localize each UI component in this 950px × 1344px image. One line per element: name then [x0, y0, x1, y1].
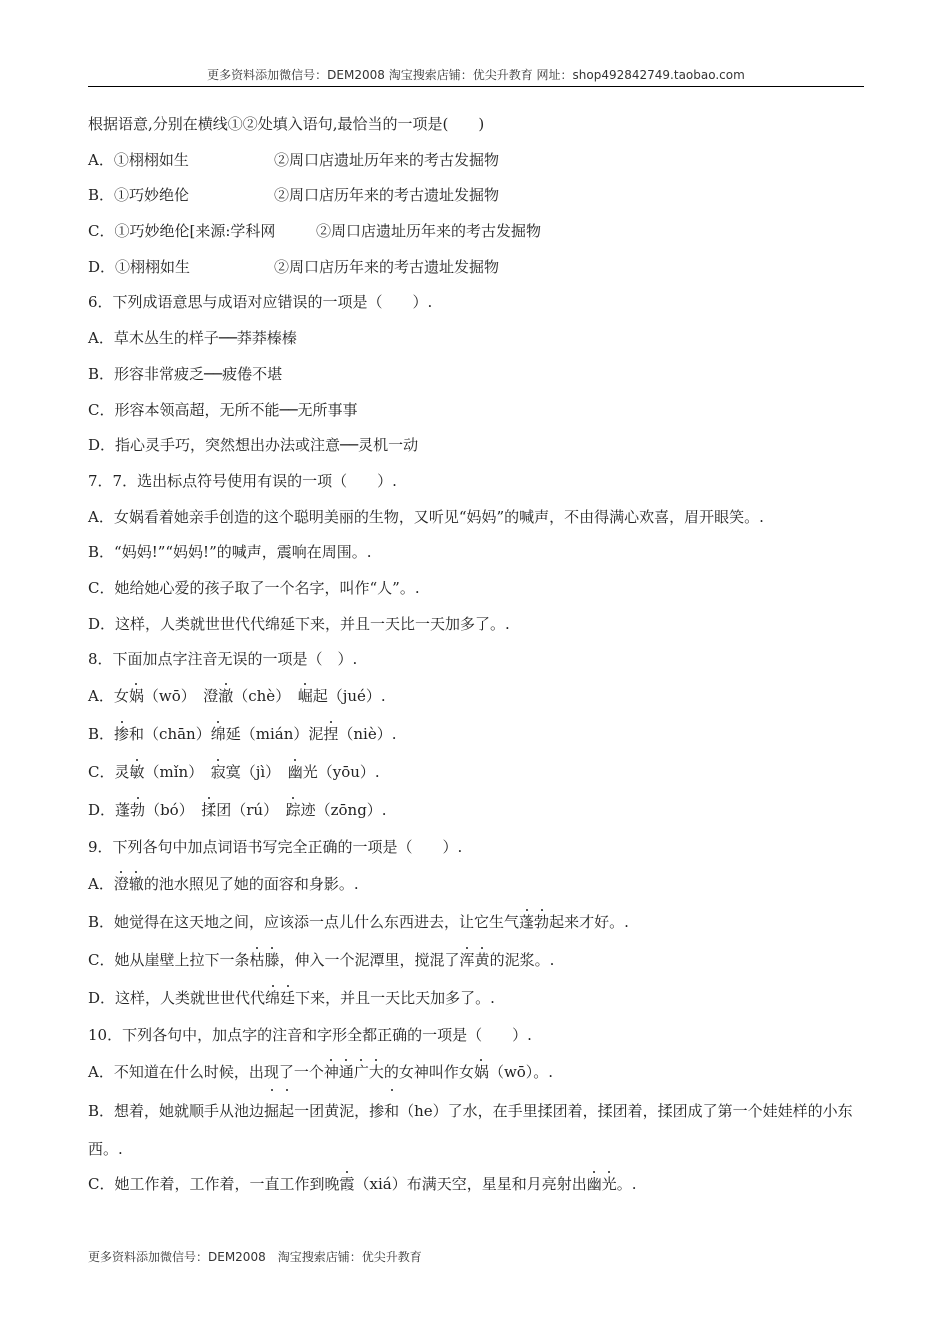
q10-option-a: A．不知道在什么时候，出现了一个神通广大的女神叫作女娲（wō）。. [88, 1063, 554, 1082]
q9-option-a: A．澄辙的池水照见了她的面容和身影。. [88, 875, 359, 894]
q9-option-d: D．这样，人类就世世代代绵廷下来，并且一天比天加多了。. [88, 989, 495, 1008]
q5-option-a [88, 150, 864, 170]
emphasis-char: 掺 [114, 725, 130, 744]
q5-c-part2: ②周口店遗址历年来的考古发掘物 [316, 222, 542, 241]
q5-b-part1: B．①巧妙绝伦 [88, 186, 190, 205]
emphasis-char: 掘 [264, 1092, 279, 1130]
emphasis-char: 滕 [264, 951, 280, 970]
q8-option-d: D．蓬勃（bó） 揉团（rú） 踪迹（zōng）. [88, 801, 387, 820]
emphasis-char: 勃 [130, 801, 146, 820]
emphasis-char: 捏 [323, 725, 339, 744]
q5-b-part2: ②周口店历年来的考古遗址发掘物 [274, 186, 500, 205]
q5-a-part1: A．①栩栩如生 [88, 150, 189, 169]
emphasis-char: 勃 [534, 913, 550, 932]
emphasis-char: 揉 [201, 801, 217, 820]
q7-option-a: A．女娲看着她亲手创造的这个聪明美丽的生物，又听见“妈妈”的喊声，不由得满心欢喜，眉开眼笑。. [88, 507, 764, 526]
q7-option-d: D．这样，人类就世世代代绵延下来，并且一天比一天加多了。. [88, 614, 510, 633]
q5-option-c [88, 221, 864, 241]
q5-d-part1: D．①栩栩如生 [88, 257, 191, 276]
emphasis-char: 浑 [459, 951, 475, 970]
emphasis-char: 幽 [287, 763, 303, 782]
q7-option-c: C．她给她心爱的孩子取了一个名字，叫作“人”。. [88, 578, 420, 597]
q10-option-b: B．想着，她就顺手从池边掘起一团黄泥，掺和（he）了水，在手里揉团着，揉团着，揉团成了第一个娃娃样的小东西。. [88, 1092, 864, 1168]
emphasis-char: 绵 [265, 989, 281, 1008]
q6-option-d: D．指心灵手巧，突然想出办法或注意──灵机一动 [88, 436, 419, 455]
emphasis-char: 霞 [339, 1175, 355, 1194]
page-header: 更多资料添加微信号：DEM2008 淘宝搜索店铺：优尖升教育 网址：shop492842749.taobao.com [207, 68, 745, 82]
emphasis-char: 廷 [280, 989, 296, 1008]
emphasis-char: 娲 [128, 687, 144, 706]
q5-d-part2: ②周口店历年来的考古遗址发掘物 [274, 257, 500, 276]
q5-option-b [88, 185, 864, 205]
q5-a-part2: ②周口店遗址历年来的考古发掘物 [274, 150, 500, 169]
emphasis-char: 起 [279, 1092, 294, 1130]
q10-option-c: C．她工作着，工作着，一直工作到晚霞（xiá）布满天空，星星和月亮射出幽光。. [88, 1175, 637, 1194]
emphasis-char: 和 [384, 1092, 399, 1130]
q9-stem: 9．下列各句中加点词语书写完全正确的一项是（ ）. [88, 838, 463, 857]
q9-option-c: C．她从崖壁上拉下一条枯滕，伸入一个泥潭里，搅混了浑黄的泥浆。. [88, 951, 555, 970]
emphasis-char: 澄 [113, 875, 129, 894]
emphasis-char: 蓬 [519, 913, 535, 932]
document-body [88, 114, 864, 1210]
q5-option-d [88, 257, 864, 277]
emphasis-char: 幽 [586, 1175, 602, 1194]
emphasis-char: 光 [601, 1175, 617, 1194]
q6-option-b: B．形容非常疲乏──疲倦不堪 [88, 364, 283, 383]
emphasis-char: 枯 [249, 951, 265, 970]
emphasis-char: 绵 [210, 725, 226, 744]
emphasis-char: 广 [353, 1063, 369, 1082]
q10-stem: 10．下列各句中，加点字的注音和字形全都正确的一项是（ ）. [88, 1026, 532, 1045]
q5-c-part1: C．①巧妙绝伦[来源:学科网 [88, 222, 276, 241]
q8-option-b: B．掺和（chān）绵延（mián）泥捏（niè）. [88, 725, 397, 744]
emphasis-char: 崛 [297, 687, 313, 706]
emphasis-char: 辙 [128, 875, 144, 894]
q7-option-b: B．“妈妈!”“妈妈!”的喊声，震响在周围。. [88, 543, 372, 562]
emphasis-char: 黄 [474, 951, 490, 970]
page-footer: 更多资料添加微信号：DEM2008 淘宝搜索店铺：优尖升教育 [88, 1250, 422, 1264]
q8-stem: 8．下面加点字注音无误的一项是（ ）. [88, 650, 358, 669]
emphasis-char: 澈 [218, 687, 234, 706]
emphasis-char: 神 [323, 1063, 339, 1082]
q6-option-a: A．草木丛生的样子──莽莽榛榛 [88, 329, 297, 348]
emphasis-char: 敏 [129, 763, 145, 782]
header-divider [88, 86, 864, 87]
q5-stem: 根据语意,分别在横线①②处填入语句,最恰当的一项是( ) [88, 115, 485, 133]
q6-option-c: C．形容本领高超，无所不能──无所事事 [88, 400, 358, 419]
emphasis-char: 寂 [210, 763, 226, 782]
emphasis-char: 踪 [285, 801, 301, 820]
q6-stem: 6．下列成语意思与成语对应错误的一项是（ ）. [88, 293, 433, 312]
q8-option-c: C．灵敏（mǐn） 寂寞（jì） 幽光（yōu）. [88, 763, 380, 782]
q7-stem: 7．7．选出标点符号使用有误的一项（ ）. [88, 471, 397, 490]
q8-option-a: A．女娲（wō） 澄澈（chè） 崛起（jué）. [88, 687, 386, 706]
emphasis-char: 通 [338, 1063, 354, 1082]
emphasis-char: 娲 [473, 1063, 489, 1082]
emphasis-char: 大 [368, 1063, 384, 1082]
q9-option-b: B．她觉得在这天地之间，应该添一点儿什么东西进去，让它生气蓬勃起来才好。. [88, 913, 629, 932]
